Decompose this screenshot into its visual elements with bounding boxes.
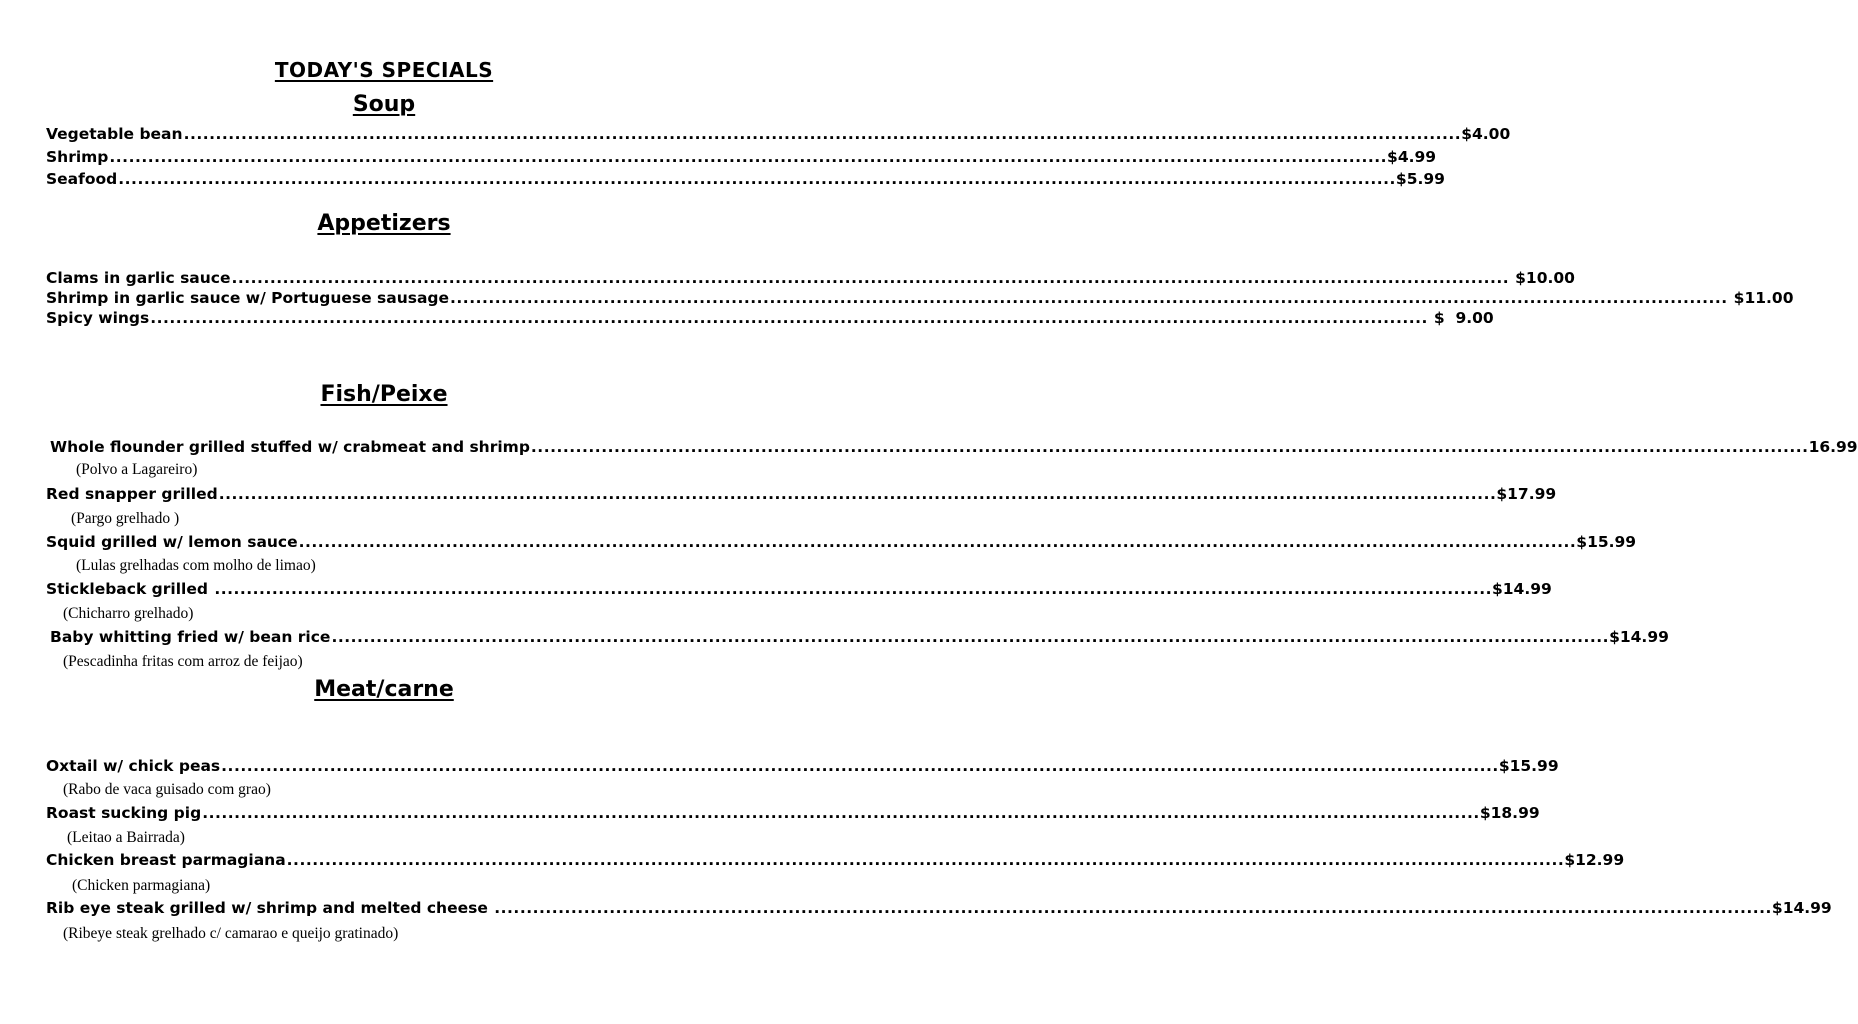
fish-item — [46, 580, 1552, 598]
item-name: Whole flounder grilled stuffed w/ crabmeat and shrimp — [50, 438, 530, 456]
soup-item — [46, 148, 1437, 166]
appetizers-heading: Appetizers — [317, 211, 451, 236]
dot-leader: ........................................................................................................................................................................................................ — [298, 533, 1577, 551]
dot-leader: ........................................................................................................................................................................................................ — [231, 269, 1510, 287]
dot-leader: ........................................................................................................................................................................................................ — [218, 485, 1497, 503]
item-price: $14.99 — [1609, 628, 1669, 646]
item-name: Stickleback grilled — [46, 580, 214, 598]
dot-leader: ........................................................................................................................................................................................................ — [494, 899, 1772, 917]
appetizer-item — [46, 269, 1575, 287]
dot-leader: ........................................................................................................................................................................................................ — [450, 289, 1728, 307]
item-price: $4.00 — [1461, 125, 1511, 143]
soup-heading: Soup — [352, 92, 416, 117]
item-name: Rib eye steak grilled w/ shrimp and melted cheese — [46, 899, 494, 917]
item-name: Vegetable bean — [46, 125, 183, 143]
soup-item — [46, 125, 1511, 143]
item-translation: (Pescadinha fritas com arroz de feijao) — [63, 653, 303, 670]
item-translation: (Polvo a Lagareiro) — [76, 461, 198, 478]
item-translation: (Rabo de vaca guisado com grao) — [63, 781, 271, 798]
item-name: Baby whitting fried w/ bean rice — [50, 628, 331, 646]
item-price: $15.99 — [1576, 533, 1637, 551]
appetizer-item — [46, 289, 1794, 307]
item-name: Spicy wings — [46, 309, 150, 327]
fish-item — [50, 628, 1669, 646]
meat-item — [46, 804, 1540, 822]
dot-leader: ........................................................................................................................................................................................................ — [331, 628, 1610, 646]
dot-leader: ........................................................................................................................................................................................................ — [150, 309, 1428, 327]
item-price: $12.99 — [1564, 851, 1625, 869]
item-name: Roast sucking pig — [46, 804, 202, 822]
fish-heading: Fish/Peixe — [320, 382, 448, 407]
dot-leader: ........................................................................................................................................................................................................ — [286, 851, 1565, 869]
fish-item — [46, 533, 1637, 551]
dot-leader: ........................................................................................................................................................................................................ — [530, 438, 1809, 456]
meat-heading: Meat/carne — [314, 677, 454, 702]
item-translation: (Chicken parmagiana) — [72, 877, 211, 894]
dot-leader: ........................................................................................................................................................................................................ — [214, 580, 1492, 598]
item-price: $4.99 — [1387, 148, 1437, 166]
meat-item — [46, 899, 1832, 917]
item-name: Chicken breast parmagiana — [46, 851, 286, 869]
meat-item — [46, 757, 1559, 775]
meat-item — [46, 851, 1625, 869]
item-name: Red snapper grilled — [46, 485, 218, 503]
dot-leader: ........................................................................................................................................................................................................ — [109, 148, 1388, 166]
fish-item — [50, 438, 1858, 456]
item-price: 16.99 — [1808, 438, 1858, 456]
item-price: $10.00 — [1515, 269, 1575, 287]
item-translation: (Ribeye steak grelhado c/ camarao e queijo gratinado) — [63, 925, 399, 942]
item-price: $5.99 — [1395, 170, 1445, 188]
dot-leader: ........................................................................................................................................................................................................ — [221, 757, 1499, 775]
item-price: $15.99 — [1498, 757, 1559, 775]
item-name: Clams in garlic sauce — [46, 269, 231, 287]
item-translation: (Lulas grelhadas com molho de limao) — [76, 557, 316, 574]
item-price: $14.99 — [1771, 899, 1832, 917]
item-name: Seafood — [46, 170, 118, 188]
appetizer-item — [46, 309, 1494, 327]
item-price: $11.00 — [1733, 289, 1794, 307]
item-name: Shrimp — [46, 148, 109, 166]
soup-item — [46, 170, 1445, 188]
item-price: $14.99 — [1491, 580, 1552, 598]
item-translation: (Pargo grelhado ) — [71, 510, 180, 527]
item-name: Shrimp in garlic sauce w/ Portuguese sausage — [46, 289, 450, 307]
dot-leader: ........................................................................................................................................................................................................ — [202, 804, 1480, 822]
fish-item — [46, 485, 1557, 503]
item-translation: (Chicharro grelhado) — [63, 605, 194, 622]
item-price: $ 9.00 — [1433, 309, 1494, 327]
item-name: Oxtail w/ chick peas — [46, 757, 221, 775]
page-title: TODAY'S SPECIALS — [274, 58, 494, 82]
dot-leader: ........................................................................................................................................................................................................ — [118, 170, 1396, 188]
item-translation: (Leitao a Bairrada) — [67, 829, 185, 846]
dot-leader: ........................................................................................................................................................................................................ — [183, 125, 1462, 143]
item-name: Squid grilled w/ lemon sauce — [46, 533, 298, 551]
item-price: $17.99 — [1496, 485, 1557, 503]
item-price: $18.99 — [1479, 804, 1540, 822]
